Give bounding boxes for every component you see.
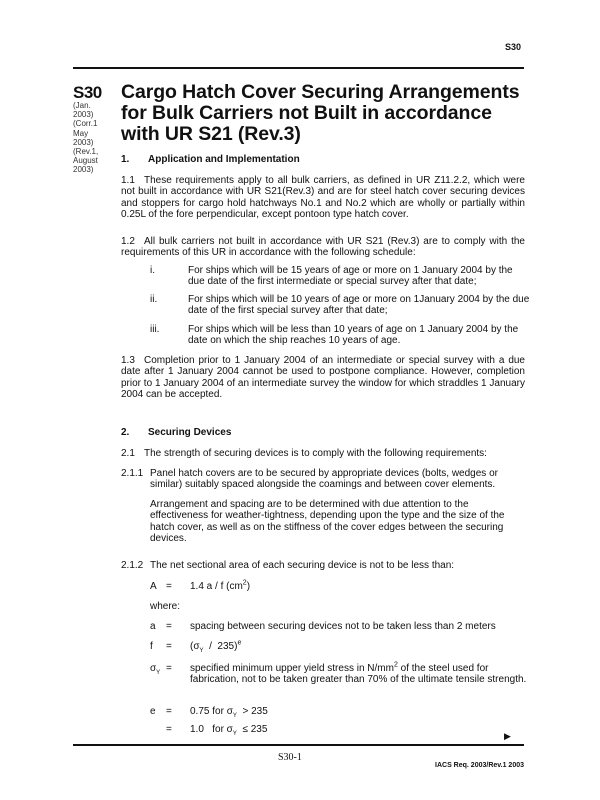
paragraph-text: All bulk carriers not built in accordance with UR S21 (Rev.3) are to comply with the requirements of this UR in accordance with the following schedule: bbox=[121, 236, 525, 259]
paragraph-number: 2.1.1 bbox=[121, 468, 144, 479]
paragraph-number: 1.1 bbox=[121, 175, 135, 186]
item-text: For ships which will be 10 years of age or more on 1January 2004 by the due date of the first special survey after that date; bbox=[188, 294, 530, 317]
definition-e-alt: = 1.0 for $\sigma_Y \le 235$ bbox=[166, 724, 268, 737]
paragraph-2-1-2 bbox=[121, 560, 531, 571]
item-label: i. bbox=[150, 265, 155, 276]
history-line: 2003) bbox=[73, 137, 94, 147]
history-line: 2003) bbox=[73, 165, 94, 175]
where-label: where: bbox=[150, 601, 181, 612]
header-code: S30 bbox=[504, 42, 521, 52]
formula-expression: 1.4 a / f $(cm^2)$ bbox=[190, 579, 251, 592]
definition-f: f = $(\sigma_Y / 235)^e$ bbox=[150, 639, 242, 654]
paragraph-text: These requirements apply to all bulk carriers, as defined in UR Z11.2.2, which were not built in accordance with UR S21(Rev.3) and are for steel hatch cover securing devices and stoppers for cargo hold hatchways No.1 and No.2 which are wholly or partially within 0.25L of the fore perpendicular, except pontoon type hatch cover. bbox=[121, 175, 525, 220]
paragraph-1-1 bbox=[121, 175, 525, 220]
paragraph-text: The strength of securing devices is to comply with the following requirements: bbox=[144, 448, 487, 459]
paragraph-number: 2.1.2 bbox=[121, 560, 144, 571]
section-2-heading bbox=[121, 427, 231, 438]
item-text: For ships which will be 15 years of age or more on 1 January 2004 by the due date of the first intermediate or special survey after that date; bbox=[188, 265, 513, 288]
formula-area bbox=[150, 581, 530, 592]
section-number: 1. bbox=[121, 154, 130, 165]
paragraph-2-1-1-continuation: Arrangement and spacing are to be determined with due attention to the effectiveness for weather-tightness, depending upon the type and the size of the hatch cover, as well as on the stiffness of the cover edges between the securing devices. bbox=[150, 499, 505, 544]
definition-sigma-y: $\sigma_Y$ = specified minimum upper yield stress in $N/mm^2$ of the steel used for fabrication, not to be taken greater than 70% of the ultimate tensile strength. bbox=[150, 661, 527, 686]
history-line: May bbox=[73, 128, 89, 138]
history-line: 2003) bbox=[73, 110, 94, 120]
definition-e: e = 0.75 for $\sigma_Y > 235$ bbox=[150, 706, 268, 719]
side-code: S30 bbox=[73, 83, 102, 102]
history-line: (Jan. bbox=[73, 101, 91, 110]
paragraph-1-3 bbox=[121, 355, 525, 400]
schedule-item bbox=[150, 294, 530, 317]
section-number: 2. bbox=[121, 427, 130, 438]
section-1-heading bbox=[121, 154, 300, 165]
top-rule bbox=[73, 67, 524, 69]
item-label: iii. bbox=[150, 324, 160, 335]
paragraph-text: Panel hatch covers are to be secured by appropriate devices (bolts, wedges or similar) suitably spaced alongside the coamings and between cover elements. bbox=[150, 468, 498, 491]
paragraph-number: 2.1 bbox=[121, 448, 135, 459]
footer-reference: IACS Req. 2003/Rev.1 2003 bbox=[435, 762, 524, 769]
continue-arrow-icon: ▶ bbox=[504, 731, 511, 741]
paragraph-1-2 bbox=[121, 236, 525, 259]
equals-sign: = bbox=[166, 581, 172, 592]
paragraph-text: Completion prior to 1 January 2004 of an intermediate or special survey with a due date after 1 January 2004 cannot be used to postpone compliance. However, completion prior to 1 January 2004 of an intermediate survey the window for which straddles 1 January 2004 can be accepted. bbox=[121, 355, 525, 400]
history-line: August bbox=[73, 156, 98, 166]
bottom-rule bbox=[73, 744, 524, 746]
formula-symbol: A bbox=[150, 581, 157, 592]
document-title: Cargo Hatch Cover Securing Arrangements for Bulk Carriers not Built in accordance with UR S21 (Rev.3) bbox=[121, 81, 520, 145]
section-title: Application and Implementation bbox=[148, 154, 300, 165]
schedule-item bbox=[150, 265, 530, 288]
page-number: S30-1 bbox=[278, 752, 302, 763]
paragraph-number: 1.3 bbox=[121, 355, 135, 366]
item-text: For ships which will be less than 10 years of age on 1 January 2004 by the date on which the ship reaches 10 years of age. bbox=[188, 324, 519, 347]
history-line: (Rev.1, bbox=[73, 147, 99, 157]
revision-history bbox=[73, 101, 109, 175]
paragraph-text: The net sectional area of each securing device is not to be less than: bbox=[150, 560, 455, 571]
definition-a: a = spacing between securing devices not to be taken less than 2 meters bbox=[150, 621, 496, 632]
schedule-item bbox=[150, 324, 530, 347]
paragraph-2-1-1 bbox=[121, 468, 521, 491]
paragraph-number: 1.2 bbox=[121, 236, 135, 247]
section-title: Securing Devices bbox=[148, 427, 232, 438]
item-label: ii. bbox=[150, 294, 158, 305]
history-line: (Corr.1 bbox=[73, 119, 98, 129]
paragraph-2-1 bbox=[121, 448, 525, 459]
